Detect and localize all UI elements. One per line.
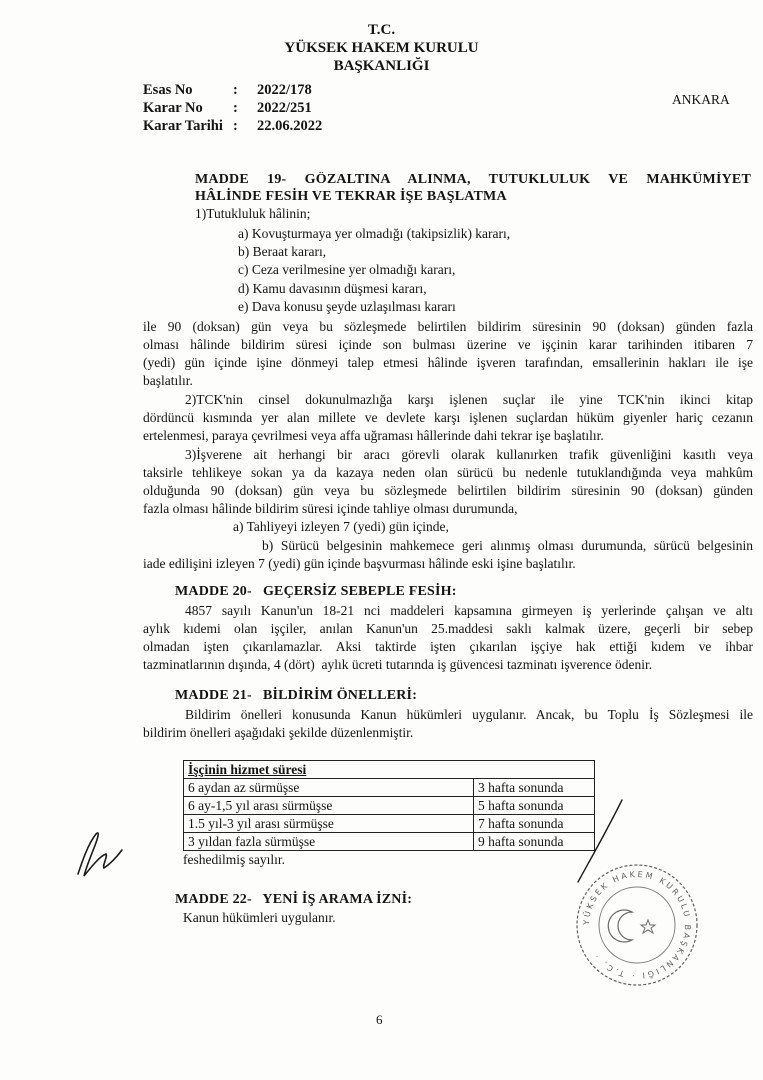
header-institution: YÜKSEK HAKEM KURULU xyxy=(284,40,479,56)
madde20-line4: tazminatlarının dışında, 4 (dört) aylık ücreti tutarında iş güvencesi tazminatı işverence ödenir. xyxy=(143,657,653,672)
table-cell-period: 6 aydan az sürmüşse xyxy=(184,779,474,797)
madde19-p1-intro: 1)Tutukluluk hâlinin; xyxy=(195,206,311,221)
madde19-p2-line2: dördüncü kısmında yer alan millete ve devlete karşı işlenen suçlardan hüküm giyenler hariç cezanın xyxy=(143,410,753,425)
table-cell-notice: 5 hafta sonunda xyxy=(474,797,595,815)
madde19-list-b: b) Beraat kararı, xyxy=(238,244,327,259)
madde19-p3-item-b-line1: b) Sürücü belgesinin mahkemece geri alınmış olması durumunda, sürücü belgesinin xyxy=(262,538,753,553)
madde19-p3-line2: taksirle tehlikeye sokan ya da kazaya neden olan sürücü bu nedenle tutuklandığında veya mahkûm xyxy=(143,465,753,480)
madde19-p2-line1: 2)TCK'nin cinsel dokunulmazlığa karşı işlenen suçlar ile yine TCK'nin ikinci kitap xyxy=(185,392,753,407)
madde21-after-table: feshedilmiş sayılır. xyxy=(183,852,285,867)
madde19-p3-line1: 3)İşverene ait herhangi bir aracı görevli olarak kullanırken trafik güvenliğini kasıtlı veya xyxy=(185,447,753,462)
table-header-cell: İşçinin hizmet süresi xyxy=(184,761,595,779)
meta-karar-no: Karar No : 2022/251 xyxy=(143,100,312,116)
madde19-p3-item-b-line2: iade edilişini izleyen 7 (yedi) gün içinde başvurması hâlinde eski işine başlatılır. xyxy=(143,556,576,571)
madde20-line2: aylık kıdemi olan işçiler, anılan Kanun'un 25.maddesi saklı kalmak üzere, geçerli bir sebep xyxy=(143,621,753,636)
madde19-p1-line2: olması hâlinde bildirim süresi içinde son bulması üzerine ve işçinin karar tarihinden itibaren 7 xyxy=(143,337,753,352)
madde19-list-a: a) Kovuşturmaya yer olmadığı (takipsizlik) kararı, xyxy=(238,226,511,241)
header-presidency: BAŞKANLIĞI xyxy=(333,58,430,74)
madde19-list-e: e) Dava konusu şeyde uzlaşılması kararı xyxy=(238,299,456,314)
table-cell-period: 6 ay-1,5 yıl arası sürmüşse xyxy=(184,797,474,815)
meta-value: 2022/251 xyxy=(257,100,312,116)
madde22-line1: Kanun hükümleri uygulanır. xyxy=(183,910,336,925)
table-header-row xyxy=(184,761,595,779)
madde20-line1: 4857 sayılı Kanun'un 18-21 nci maddeleri kapsamına girmeyen iş yerlerinde çalışan ve altı xyxy=(185,603,753,618)
header-tc: T.C. xyxy=(367,22,396,38)
table-cell-period: 1.5 yıl-3 yıl arası sürmüşse xyxy=(184,815,474,833)
page-number: 6 xyxy=(376,1012,383,1027)
madde20-line3: olmadan işten çıkarılamazlar. Aksi taktirde işten çıkarılan işçiye hak ettiği kıdem ve ihbar xyxy=(143,639,753,654)
meta-label: Esas No xyxy=(143,82,193,98)
meta-karar-tarihi: Karar Tarihi : 22.06.2022 xyxy=(143,118,323,134)
madde19-p1-line4: başlatılır. xyxy=(143,373,193,388)
madde19-p3-line4: fazla olması hâlinde bildirim süresi içinde tahliye olması durumunda, xyxy=(143,501,518,516)
meta-label: Karar Tarihi xyxy=(143,118,223,134)
meta-value: 2022/178 xyxy=(257,82,312,98)
meta-esas-no: Esas No : 2022/178 xyxy=(143,82,312,98)
table-row xyxy=(184,815,595,833)
madde22-title: MADDE 22- YENİ İŞ ARAMA İZNİ: xyxy=(175,892,413,907)
official-seal xyxy=(572,860,702,990)
madde19-title-line2: HÂLİNDE FESİH VE TEKRAR İŞE BAŞLATMA xyxy=(195,189,507,204)
notice-period-table xyxy=(183,760,595,851)
madde19-list-c: c) Ceza verilmesine yer olmadığı kararı, xyxy=(238,262,456,277)
madde21-line1: Bildirim önelleri konusunda Kanun hükümleri uygulanır. Ancak, bu Toplu İş Sözleşmesi ile xyxy=(185,707,753,722)
madde19-p3-item-a: a) Tahliyeyi izleyen 7 (yedi) gün içinde, xyxy=(233,519,449,534)
table-cell-notice: 9 hafta sonunda xyxy=(474,833,595,851)
madde20-title: MADDE 20- GEÇERSİZ SEBEPLE FESİH: xyxy=(175,584,457,599)
madde19-title-line1: MADDE 19- GÖZALTINA ALINMA, TUTUKLULUK VE MAHKÛMİYET xyxy=(195,172,751,187)
table-cell-notice: 3 hafta sonunda xyxy=(474,779,595,797)
table-cell-period: 3 yıldan fazla sürmüşse xyxy=(184,833,474,851)
table-cell-notice: 7 hafta sonunda xyxy=(474,815,595,833)
madde19-p1-line1: ile 90 (doksan) gün veya bu sözleşmede belirtilen bildirim süresinin 90 (doksan) günden fazla xyxy=(143,319,753,334)
seal-text: YÜKSEK HAKEM KURULU BAŞKANLIĞI · T.C. · xyxy=(581,869,693,981)
madde19-list-d: d) Kamu davasının düşmesi kararı, xyxy=(238,281,427,296)
handwritten-initials xyxy=(68,826,138,884)
table-row xyxy=(184,779,595,797)
table-row xyxy=(184,797,595,815)
madde19-p2-line3: ertelenmesi, paraya çevrilmesi veya affa uğraması hâllerinde dahi tekrar işe başlatılır. xyxy=(143,428,604,443)
madde21-line2: bildirim önelleri aşağıdaki şekilde düzenlenmiştir. xyxy=(143,725,414,740)
madde21-title: MADDE 21- BİLDİRİM ÖNELLERİ: xyxy=(175,688,418,703)
meta-value: 22.06.2022 xyxy=(257,118,323,134)
madde19-p1-line3: (yedi) gün içinde işine dönmeyi talep etmesi hâlinde işveren tarafından, emsallerinin hakları ile işe xyxy=(143,355,753,370)
table-row xyxy=(184,833,595,851)
madde19-p3-line3: olduğunda 90 (doksan) gün veya bu sözleşmede belirtilen bildirim süresinin 90 (doksan) günden xyxy=(143,483,753,498)
meta-label: Karar No xyxy=(143,100,203,116)
city-name: ANKARA xyxy=(672,92,730,107)
